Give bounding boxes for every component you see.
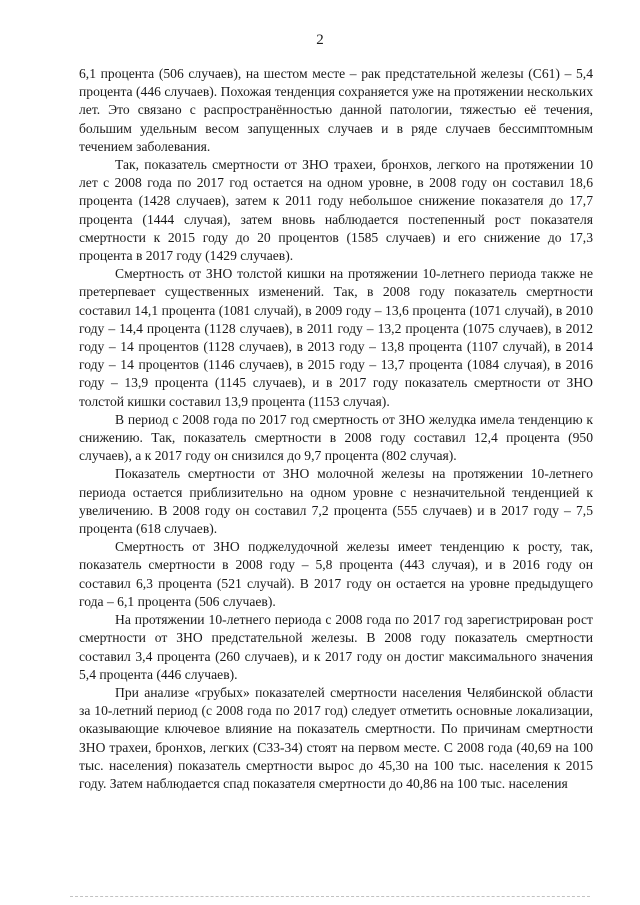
scan-bottom-edge bbox=[70, 896, 590, 899]
paragraph-breast-cancer-mortality: Показатель смертности от ЗНО молочной железы на протяжении 10-летнего периода остается приблизительно на одном уровне с незначительной тенденцией к увеличению. В 2008 году он составил 7,2 процента (555 случаев) и в 2017 году – 7,5 процента (618 случаев). bbox=[79, 466, 593, 537]
document-body bbox=[79, 65, 593, 793]
paragraph-pancreatic-cancer-mortality: Смертность от ЗНО поджелудочной железы имеет тенденцию к росту, так, показатель смертности в 2008 году – 5,8 процента (443 случая), и в 2016 году он составил 6,3 процента (521 случай). В 2017 году он остается на уровне предыдущего года – 6,1 процента (506 случаев). bbox=[79, 539, 593, 609]
paragraph-continuation: 6,1 процента (506 случаев), на шестом месте – рак предстательной железы (С61) – 5,4 процента (446 случаев). Похожая тенденция сохраняется уже на протяжении нескольких лет. Это связано с распространённостью данной патологии, тяжестью её течения, большим удельным весом запущенных случаев и в ряде случаев бессимптомным течением заболевания. bbox=[79, 66, 593, 154]
paragraph-crude-mortality-analysis: При анализе «грубых» показателей смертности населения Челябинской области за 10-летний период (с 2008 года по 2017 год) следует отметить основные локализации, оказывающие ключевое влияние на показатель смертности. По причинам смертности ЗНО трахеи, бронхов, легких (С33-34) стоят на первом месте. С 2008 года (40,69 на 100 тыс. населения) показатель смертности вырос до 45,30 на 100 тыс. населения к 2015 году. Затем наблюдается спад показателя смертности до 40,86 на 100 тыс. населения bbox=[79, 684, 593, 791]
paragraph-lung-cancer-mortality: Так, показатель смертности от ЗНО трахеи, бронхов, легкого на протяжении 10 лет с 2008 года по 2017 год остается на одном уровне, в 2008 году он составил 18,6 процента (1428 случаев), затем к 2011 году небольшое снижение показателя до 17,7 процента (1444 случая), затем вновь наблюдается постепенный рост показателя смертности к 2015 году до 20 процентов (1585 случаев) и его снижение до 17,3 процента в 2017 году (1429 случаев). bbox=[79, 157, 593, 264]
paragraph-colon-cancer-mortality: Смертность от ЗНО толстой кишки на протяжении 10-летнего периода также не претерпевает существенных изменений. Так, в 2008 году показатель смертности составил 14,1 процента (1081 случай), в 2009 году – 13,6 процента (1071 случай), в 2010 году – 14,4 процента (1128 случаев), в 2011 году – 13,2 процента (1075 случаев), в 2012 году – 14 процентов (1128 случаев), в 2013 году – 13,8 процента (1107 случай), в 2014 году – 14 процентов (1146 случаев), в 2015 году – 13,7 процента (1084 случая), в 2016 году – 13,9 процента (1145 случаев), и в 2017 году показатель смертности от ЗНО толстой кишки составил 13,9 процента (1153 случая). bbox=[79, 266, 593, 409]
paragraph-stomach-cancer-mortality: В период с 2008 года по 2017 год смертность от ЗНО желудка имела тенденцию к снижению. Так, показатель смертности в 2008 году составил 12,4 процента (950 случаев), а к 2017 году он снизился до 9,7 процента (802 случая). bbox=[79, 411, 593, 464]
paragraph-prostate-cancer-mortality: На протяжении 10-летнего периода с 2008 года по 2017 год зарегистрирован рост смертности от ЗНО предстательной железы. В 2008 году показатель смертности составил 3,4 процента (260 случаев), и к 2017 году он достиг максимального значения 5,4 процента (446 случаев). bbox=[79, 612, 593, 682]
page-number: 2 bbox=[316, 32, 324, 48]
